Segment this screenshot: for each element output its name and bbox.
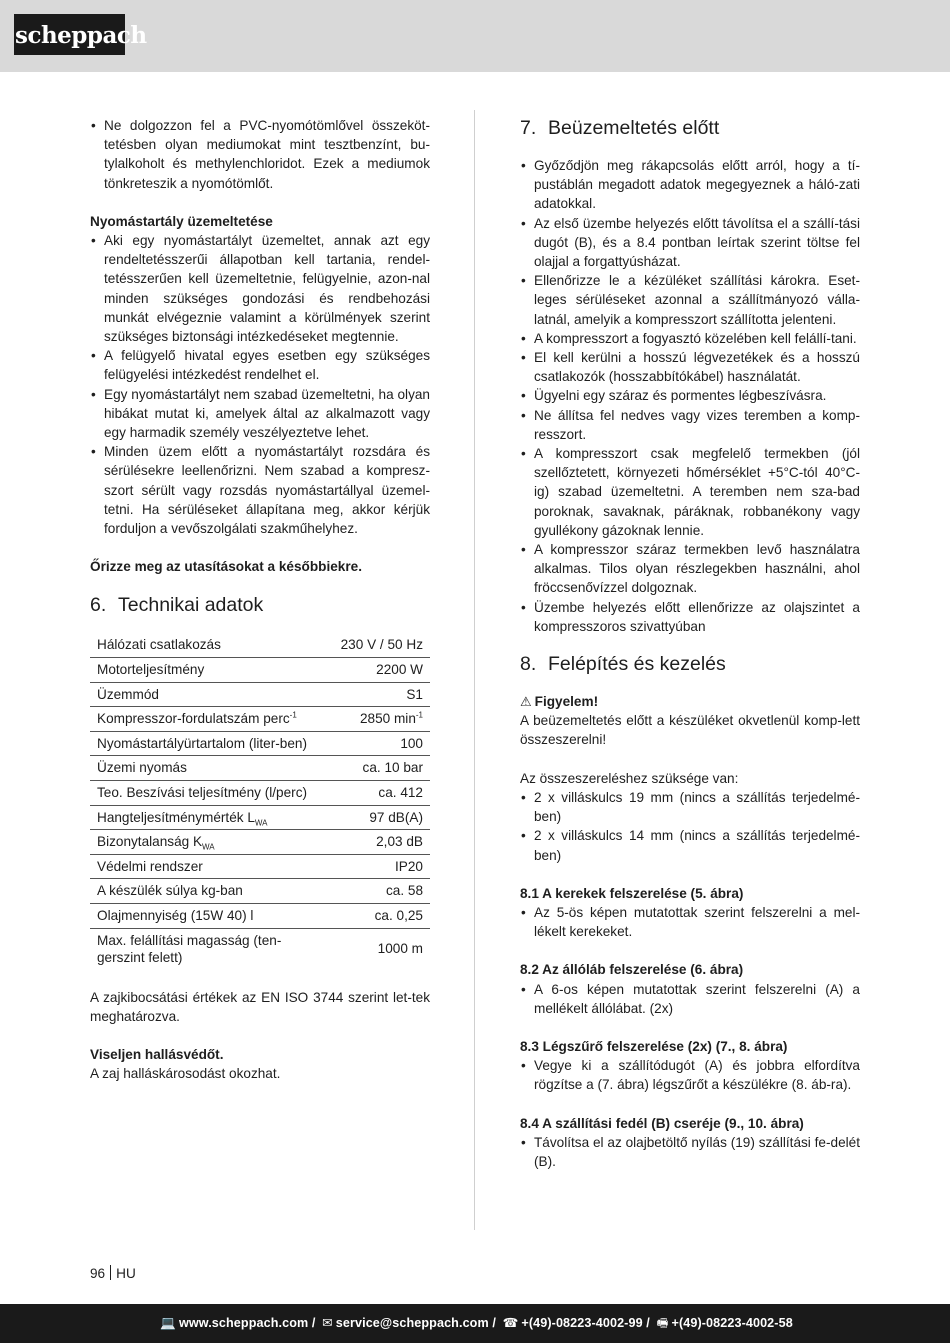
keep-note: Őrizze meg az utasításokat a későbbiekre.	[90, 559, 362, 575]
s83-list	[520, 1056, 860, 1094]
list-item: • A felügyelő hivatal egyes esetben egy szükséges felügyelési intézkedést rendelhet el.	[90, 346, 430, 384]
spec-label: Kompresszor-fordulatszám perc$^{-1}$	[90, 707, 334, 732]
table-row	[90, 854, 430, 879]
list-item: • 2 x villáskulcs 19 mm (nincs a szállítás terjedelmé-ben)	[520, 788, 860, 826]
warning-heading: ⚠ Figyelem!	[520, 692, 860, 711]
s81-list	[520, 903, 860, 941]
list-item: • Minden üzem előtt a nyomástartályt rozsdára és sérülésekre leellenőrizni. Nem szabad a kompresz-szort sérült vagy rozsdás nyomástartállyal üzemel-tetni. Ha sérüléseket állapítana meg, akkor kérjük forduljon a vevőszolgálati szakműhelyhez.	[90, 442, 430, 538]
list-item: • Ne állítsa fel nedves vagy vizes teremben a komp-resszort.	[520, 406, 860, 444]
spec-value: 2850 $\min^{-1}$	[334, 707, 430, 732]
s82-list	[520, 980, 860, 1018]
table-row	[90, 830, 430, 855]
warning-text: A beüzemeltetés előtt a készüléket okvetlenül komp-lett összeszerelni!	[520, 713, 860, 748]
spec-value: ca. 10 bar	[334, 756, 430, 781]
spec-value: 2,03 dB	[334, 830, 430, 855]
spec-label: Motorteljesítmény	[90, 658, 334, 683]
list-item: • Aki egy nyomástartályt üzemeltet, annak azt egy rendeltetésszerűi állapotban kell tartania, rendel-tetésszerűen kell üzemeltetnie, felügyelnie, azon-nal minden szükséges gondozási és rendbehozási munkát elvégeznie valamint a körülmények szerint szükséges biztonsági intézkedéseket megtennie.	[90, 231, 430, 346]
list-item: • Üzembe helyezés előtt ellenőrizze az olajszintet a kompresszoros szivattyúban	[520, 598, 860, 636]
table-row	[90, 928, 430, 970]
need-list	[520, 788, 860, 865]
spec-value: ca. 58	[334, 879, 430, 904]
section-8-title: 8. Felépítés és kezelés	[520, 653, 726, 676]
list-item: • Győződjön meg rákapcsolás előtt arról, hogy a tí-pustáblán megadott adatok megegyeznek a háló-zati adatokkal.	[520, 156, 860, 214]
list-item: • Távolítsa el az olajbetöltő nyílás (19) szállítási fe-delét (B).	[520, 1133, 860, 1171]
s81-heading: 8.1 A kerekek felszerelése (5. ábra)	[520, 885, 744, 901]
spec-label: Max. felállítási magasság (ten-gerszint felett)	[97, 932, 282, 966]
list-item: • Vegye ki a szállítódugót (A) és jobbra elfordítva rögzítse a (7. ábra) légszűrőt a készülékre (8. áb-ra).	[520, 1056, 860, 1094]
page-number: 96 HU	[90, 1266, 136, 1281]
spec-label: Olajmennyiség (15W 40) l	[90, 904, 334, 929]
footer-fax: +(49)-08223-4002-58	[671, 1316, 793, 1330]
left-column	[90, 116, 430, 1084]
list-item: • A kompresszort csak megfelelő termekben (jól szellőztetett, környezeti hőmérséklet +5°C-tól 40°C-ig) szabad üzemeltetni. A teremben nem sza-bad poroknak, savaknak, páráknak, robbanékony vagy gyullékony gázoknak lennie.	[520, 444, 860, 540]
spec-label: Hálózati csatlakozás	[90, 633, 334, 657]
table-row	[90, 781, 430, 806]
s84-list	[520, 1133, 860, 1171]
need-text: Az összeszereléshez szüksége van:	[520, 770, 739, 786]
tank-list	[90, 231, 430, 538]
column-divider	[474, 110, 475, 1230]
intro-list	[90, 116, 430, 193]
laptop-icon: 💻	[160, 1316, 176, 1330]
table-row	[90, 904, 430, 929]
spec-value: 1000 m	[377, 941, 423, 957]
spec-table	[90, 633, 430, 969]
s82-heading: 8.2 Az állóláb felszerelése (6. ábra)	[520, 962, 744, 978]
list-item: • A 6-os képen mutatottak szerint felszerelni (A) a mellékelt állólábat. (2x)	[520, 980, 860, 1018]
brand-logo: scheppach	[14, 14, 125, 55]
spec-label: Hangteljesítménymérték $L_{WA}$	[90, 805, 334, 830]
table-row	[90, 658, 430, 683]
spec-label: Üzemmód	[90, 682, 334, 707]
footer-web-link[interactable]: www.scheppach.com	[178, 1316, 309, 1330]
s84-heading: 8.4 A szállítási fedél (B) cseréje (9., 10. ábra)	[520, 1115, 804, 1131]
spec-value: 2200 W	[334, 658, 430, 683]
spec-value: 100	[334, 731, 430, 756]
spec-label: Nyomástartályürtartalom (liter-ben)	[90, 731, 334, 756]
spec-value: IP20	[334, 854, 430, 879]
right-column	[520, 116, 860, 1171]
spec-value: ca. 0,25	[334, 904, 430, 929]
list-item: • Ellenőrizze le a kézüléket szállítási károkra. Eset-leges sérüléseket azonnal a szállítmányozó válla-latnál, amelyik a kompresszort szállította jelenteni.	[520, 271, 860, 329]
list-item: • Ügyelni egy száraz és pormentes légbeszívásra.	[520, 386, 860, 405]
section-7-title: 7. Beüzemeltetés előtt	[520, 117, 720, 139]
list-item: • Az első üzembe helyezés előtt távolítsa el a szállí-tási dugót (B), és a 8.4 pontban leírtak szerint töltse fel olajjal a forgattyúsházat.	[520, 214, 860, 272]
spec-value: ca. 412	[334, 781, 430, 806]
spec-label: Bizonytalanság $K_{WA}$	[90, 830, 334, 855]
table-row	[90, 805, 430, 830]
spec-value: S1	[334, 682, 430, 707]
hearing-heading: Viseljen hallásvédőt.	[90, 1047, 224, 1063]
list-item: • Az 5-ös képen mutatottak szerint felszerelni a mel-lékelt kerekeket.	[520, 903, 860, 941]
phone-icon: ☎	[502, 1316, 519, 1330]
list-item: • Egy nyomástartályt nem szabad üzemeltetni, ha olyan hibákat mutat ki, amelyek által az alkalmazott vagy egy harmadik személy veszélyeztetve lehet.	[90, 385, 430, 443]
warning-triangle-icon: ⚠	[520, 694, 532, 710]
spec-label: A készülék súlya kg-ban	[90, 879, 334, 904]
list-item: • A kompresszor száraz termekben levő használatra alkalmas. Tilos olyan részlegekben használni, ahol fröccsenővízzel dolgoznak.	[520, 540, 860, 598]
spec-value: 230 V / 50 Hz	[334, 633, 430, 657]
spec-label: Üzemi nyomás	[90, 756, 334, 781]
table-row	[90, 682, 430, 707]
footer-mail-link[interactable]: service@scheppach.com	[335, 1316, 489, 1330]
page-header	[0, 0, 950, 72]
page-footer: 💻 www.scheppach.com / ✉ service@scheppach.com / ☎ +(49)-08223-4002-99 / 🖷 +(49)-08223-4002-58	[0, 1304, 950, 1343]
spec-value: 97 dB(A)	[334, 805, 430, 830]
list-item: • 2 x villáskulcs 14 mm (nincs a szállítás terjedelmé-ben)	[520, 826, 860, 864]
mail-icon: ✉	[322, 1316, 333, 1330]
table-row	[90, 756, 430, 781]
spec-label: Védelmi rendszer	[90, 854, 334, 879]
s83-heading: 8.3 Légszűrő felszerelése (2x) (7., 8. ábra)	[520, 1038, 788, 1054]
tank-heading: Nyomástartály üzemeltetése	[90, 213, 273, 229]
fax-icon: 🖷	[656, 1316, 669, 1330]
spec-label: Teo. Beszívási teljesítmény (l/perc)	[90, 781, 334, 806]
footer-phone: +(49)-08223-4002-99	[521, 1316, 643, 1330]
list-item: • Ne dolgozzon fel a PVC-nyomótömlővel összeköt-tetésben olyan mediumokat mint tesztbenzínt, bu-tylalkoholt és methylenchloridot. Ezek a mediumok tönkreteszik a nyomótömlőt.	[90, 116, 430, 193]
noise-note: A zajkibocsátási értékek az EN ISO 3744 szerint let-tek meghatározva.	[90, 989, 430, 1024]
table-row	[90, 731, 430, 756]
hearing-text: A zaj halláskárosodást okozhat.	[90, 1066, 281, 1082]
s7-list	[520, 156, 860, 636]
table-row	[90, 879, 430, 904]
list-item: • A kompresszort a fogyasztó közelében kell felállí-tani.	[520, 329, 860, 348]
table-row	[90, 707, 430, 732]
section-6-title: 6. Technikai adatok	[90, 594, 264, 617]
table-row	[90, 633, 430, 657]
list-item: • El kell kerülni a hosszú légvezetékek és a hosszú csatlakozók (hosszabbítókábel) használatát.	[520, 348, 860, 386]
